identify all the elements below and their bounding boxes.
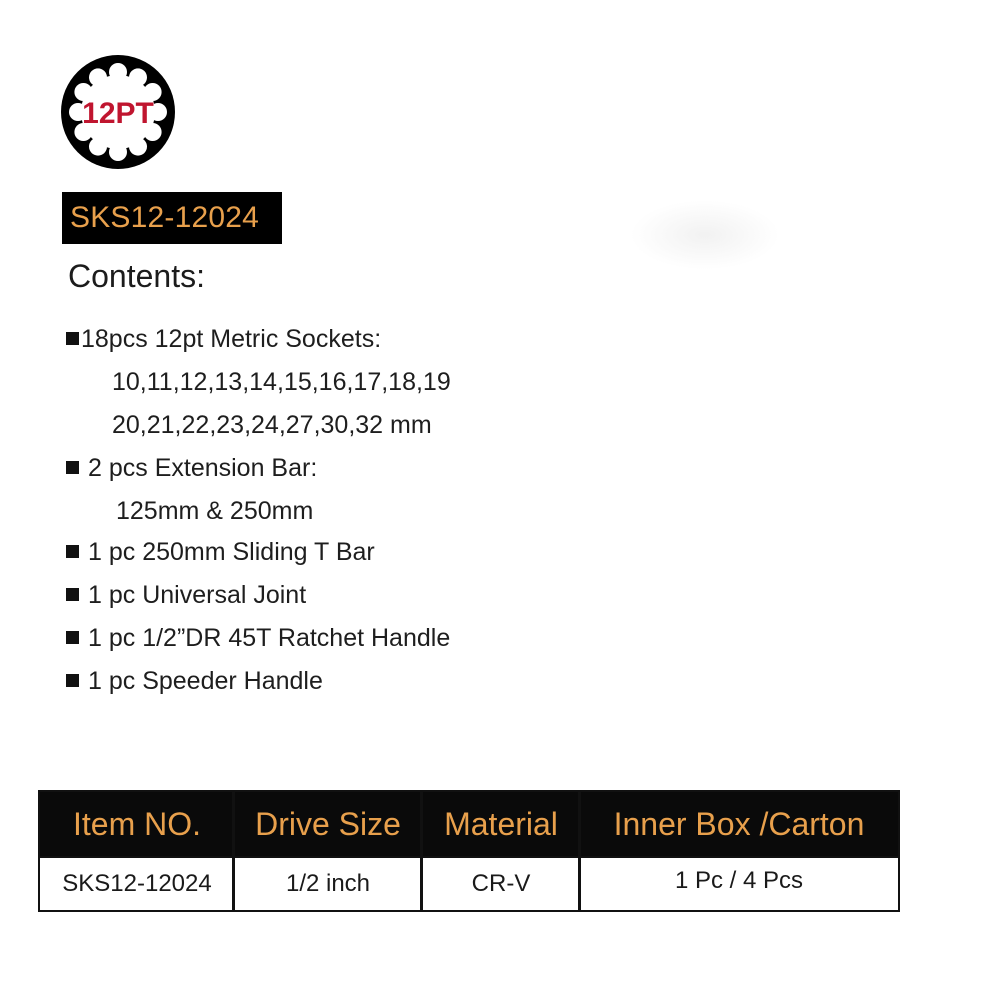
specs-table bbox=[38, 790, 900, 912]
list-item-text: 1 pc 250mm Sliding T Bar bbox=[88, 538, 375, 566]
badge-label: 12PT bbox=[82, 97, 154, 130]
bullet-icon bbox=[66, 588, 79, 601]
list-item-text: 1 pc Universal Joint bbox=[88, 581, 307, 609]
list-item-detail: 10,11,12,13,14,15,16,17,18,19 bbox=[112, 368, 451, 396]
list-item-text: 2 pcs Extension Bar: bbox=[88, 454, 318, 482]
list-item-text: 1 pc Speeder Handle bbox=[88, 667, 323, 695]
cell-inner-box-carton: 1 Pc / 4 Pcs bbox=[674, 867, 804, 894]
list-item-detail: 20,21,22,23,24,27,30,32 mm bbox=[112, 411, 432, 439]
list-item-text: 1 pc 1/2”DR 45T Ratchet Handle bbox=[88, 624, 451, 652]
contents-title: Contents: bbox=[68, 258, 205, 294]
list-item bbox=[66, 454, 317, 483]
list-item bbox=[66, 325, 381, 354]
header-item-no: Item NO. bbox=[40, 792, 234, 856]
model-number-label: SKS12-12024 bbox=[62, 192, 282, 244]
cell-item-no: SKS12-12024 bbox=[62, 870, 212, 897]
list-item-detail: 125mm & 250mm bbox=[116, 497, 314, 525]
header-inner-box-carton: Inner Box /Carton bbox=[580, 792, 898, 856]
bullet-icon bbox=[66, 461, 79, 474]
list-item bbox=[66, 667, 323, 696]
header-drive-size: Drive Size bbox=[234, 792, 422, 856]
table-column-divider bbox=[232, 792, 235, 912]
header-material: Material bbox=[422, 792, 580, 856]
list-item-text: 18pcs 12pt Metric Sockets: bbox=[81, 325, 382, 353]
cell-drive-size: 1/2 inch bbox=[285, 870, 371, 897]
list-item bbox=[66, 624, 450, 653]
background-smudge bbox=[630, 200, 780, 270]
bullet-icon bbox=[66, 631, 79, 644]
list-item bbox=[66, 538, 375, 567]
list-item bbox=[66, 581, 306, 610]
bullet-icon bbox=[66, 545, 79, 558]
table-row-divider bbox=[40, 856, 898, 858]
twelve-point-socket-icon bbox=[58, 52, 178, 172]
bullet-icon bbox=[66, 674, 79, 687]
table-column-divider bbox=[420, 792, 423, 912]
bullet-icon bbox=[66, 332, 79, 345]
cell-material: CR-V bbox=[471, 870, 531, 897]
badge-graphic bbox=[58, 52, 178, 172]
table-column-divider bbox=[578, 792, 581, 912]
